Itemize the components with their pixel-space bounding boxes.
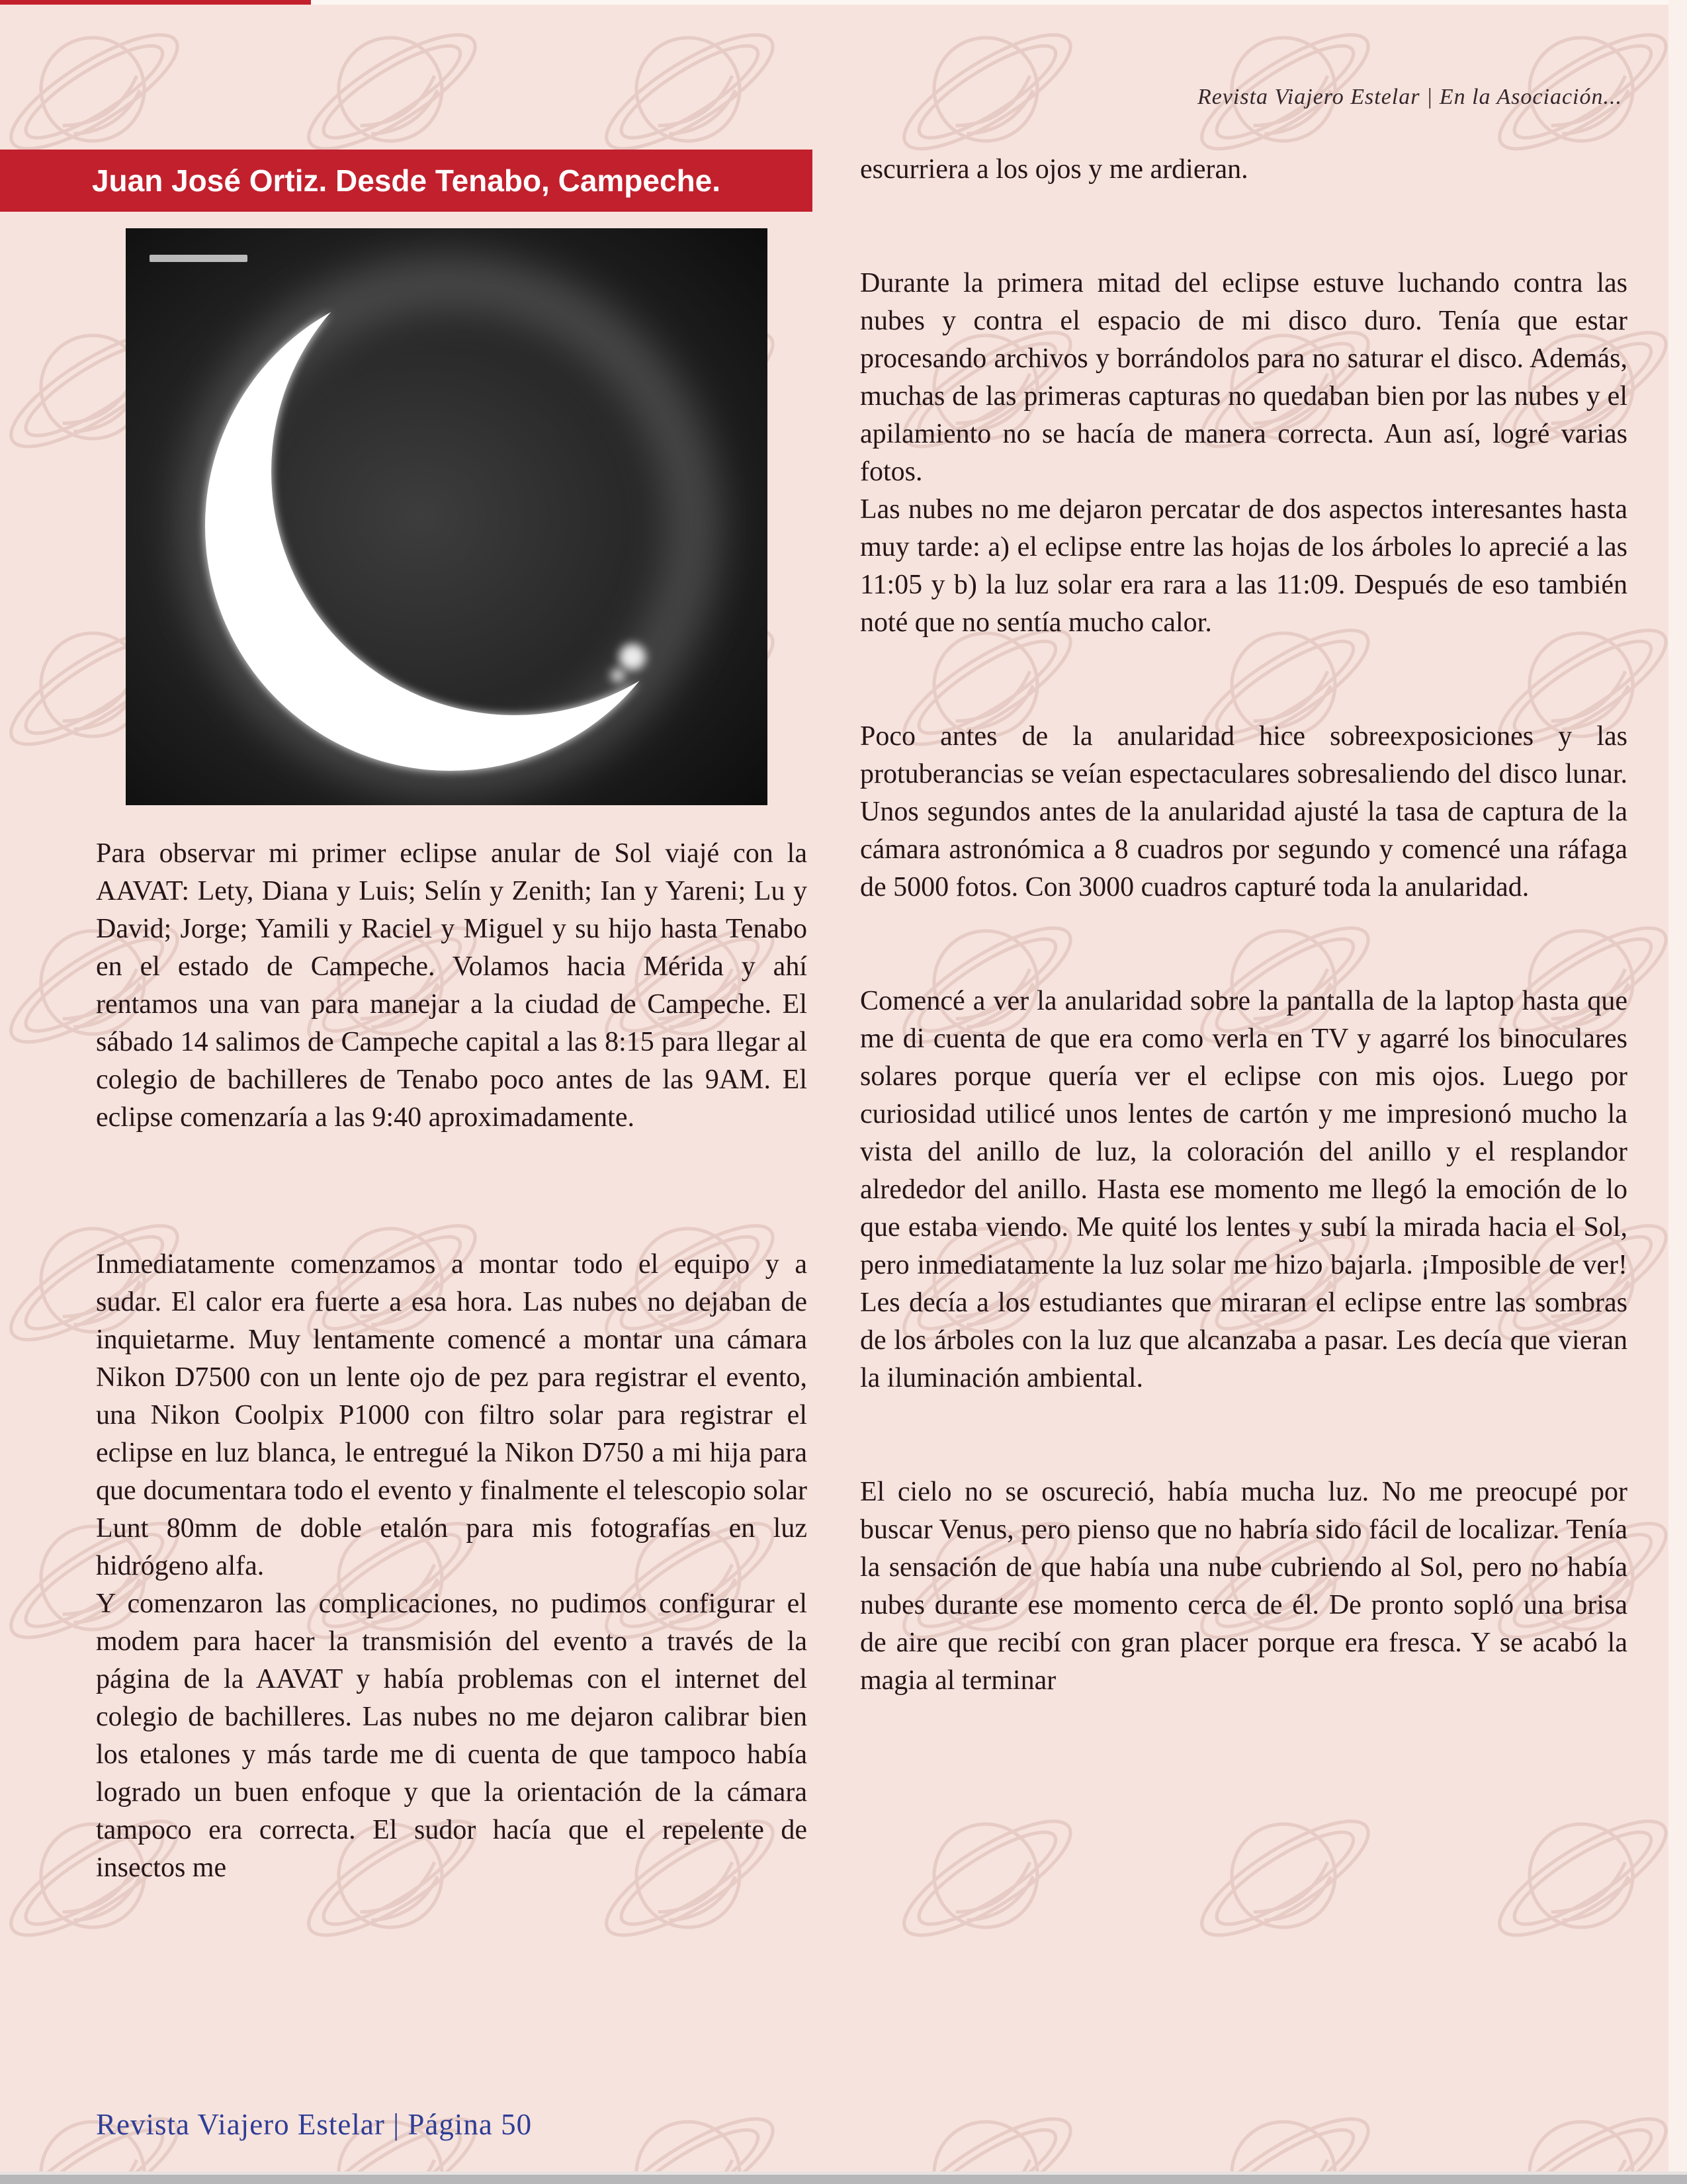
paragraph: Las nubes no me dejaron percatar de dos aspectos interesantes hasta muy tarde: a) el eclipse entre las hojas de los árboles lo aprecié a las 11:05 y b) la luz solar era rara a las 11:09. Después de eso también noté que no sentía mucho calor.	[860, 494, 1627, 638]
right-edge-strip	[1668, 0, 1687, 2184]
paragraph-block	[860, 983, 1627, 1397]
paragraph: Para observar mi primer eclipse anular de Sol viajé con la AAVAT: Lety, Diana y Luis; Selín y Zenith; Ian y Yareni; Lu y David; Jorge; Yamili y Raciel y Miguel y su hijo hasta Tenabo en el estado de Campeche. Volamos hacia Mérida y ahí rentamos una van para manejar a la ciudad de Campeche. El sábado 14 salimos de Campeche capital a las 8:15 para llegar al colegio de bachilleres de Tenabo poco antes de las 9AM. El eclipse comenzaría a las 9:40 aproximadamente.	[96, 838, 807, 1133]
solar-prominence-small	[611, 668, 625, 683]
paragraph-block	[860, 718, 1627, 906]
paragraph: escurriera a los ojos y me ardieran.	[860, 154, 1248, 185]
left-column	[96, 835, 807, 1887]
bottom-scan-edge	[0, 2175, 1687, 2184]
saturn-watermark-icon	[887, 2074, 1085, 2184]
paragraph-block	[96, 1246, 807, 1887]
paragraph-block	[860, 265, 1627, 642]
paragraph: Poco antes de la anularidad hice sobreexposiciones y las protuberancias se veían espectaculares sobresaliendo del disco lunar. Unos segundos antes de la anularidad ajusté la tasa de captura de la cámara astronómica a 8 cuadros por segundo y comencé una ráfaga de 5000 fotos. Con 3000 cuadros capturé toda la anularidad.	[860, 721, 1627, 902]
top-red-edge	[0, 0, 311, 5]
page-footer: Revista Viajero Estelar | Página 50	[96, 2108, 533, 2141]
right-column	[860, 151, 1627, 1700]
saturn-watermark-icon	[589, 2074, 787, 2184]
paragraph-block	[860, 151, 1627, 189]
saturn-watermark-icon	[1184, 2074, 1383, 2184]
paragraph-block	[860, 1473, 1627, 1700]
paragraph: Inmediatamente comenzamos a montar todo el equipo y a sudar. El calor era fuerte a esa hora. Las nubes no dejaban de inquietarme. Muy lentamente comencé a montar una cámara Nikon D7500 con un lente ojo de pez para registrar el evento, una Nikon Coolpix P1000 con filtro solar para registrar el eclipse en luz blanca, le entregué la Nikon D750 a mi hija para que documentara todo el evento y finalmente el telescopio solar Lunt 80mm de doble etalón para mis fotografías en luz hidrógeno alfa.	[96, 1249, 807, 1581]
saturn-watermark-icon	[1184, 1776, 1383, 1975]
paragraph: Durante la primera mitad del eclipse estuve luchando contra las nubes y contra el espacio de mi disco duro. Tenía que estar procesando archivos y borrándolos para no saturar el disco. Además, muchas de las primeras capturas no quedaban bien por las nubes y el apilamiento no se hacía de manera correcta. Aun así, logré varias fotos.	[860, 268, 1627, 487]
saturn-watermark-icon	[887, 1776, 1085, 1975]
paragraph: Y comenzaron las complicaciones, no pudimos configurar el modem para hacer la transmisión del evento a través de la página de la AAVAT y había problemas con el internet del colegio de bachilleres. Las nubes no me dejaron calibrar bien los etalones y más tarde me di cuenta de que tampoco había logrado un buen enfoque y que la orientación de la cámara tampoco era correcta. El sudor hacía que el repelente de insectos me	[96, 1589, 807, 1883]
magazine-header: Revista Viajero Estelar | En la Asociación...	[1197, 85, 1622, 109]
saturn-watermark-icon	[1482, 1776, 1680, 1975]
author-banner-title: Juan José Ortiz. Desde Tenabo, Campeche.	[91, 163, 721, 198]
saturn-watermark-icon	[1482, 2074, 1680, 2184]
eclipse-crescent	[126, 228, 767, 805]
paragraph: Comencé a ver la anularidad sobre la pantalla de la laptop hasta que me di cuenta de que era como verla en TV y agarré los binoculares solares porque quería ver el eclipse con mis ojos. Luego por curiosidad utilicé unos lentes de cartón y me impresionó mucho la vista del anillo de luz, la coloración del anillo y el resplandor alrededor del anillo. Hasta ese momento me llegó la emoción de lo que estaba viendo. Me quité los lentes y subí la mirada hacia el Sol, pero inmediatamente la luz solar me hizo bajarla. ¡Imposible de ver! Les decía a los estudiantes que miraran el eclipse entre las sombras de los árboles con la luz que alcanzaba a pasar. Les decía que vieran la iluminación ambiental.	[860, 986, 1627, 1393]
eclipse-photo	[126, 228, 767, 805]
solar-prominence	[619, 644, 646, 670]
photo-watermark-caption	[150, 255, 247, 262]
author-banner	[0, 150, 812, 212]
paragraph-block	[96, 835, 807, 1137]
paragraph: El cielo no se oscureció, había mucha luz. No me preocupé por buscar Venus, pero pienso que no habría sido fácil de localizar. Tenía la sensación de que había una nube cubriendo al Sol, pero no había nubes durante ese momento cerca de él. De pronto sopló una brisa de aire que recibí con gran placer porque era fresca. Y se acabó la magia al terminar	[860, 1477, 1627, 1696]
